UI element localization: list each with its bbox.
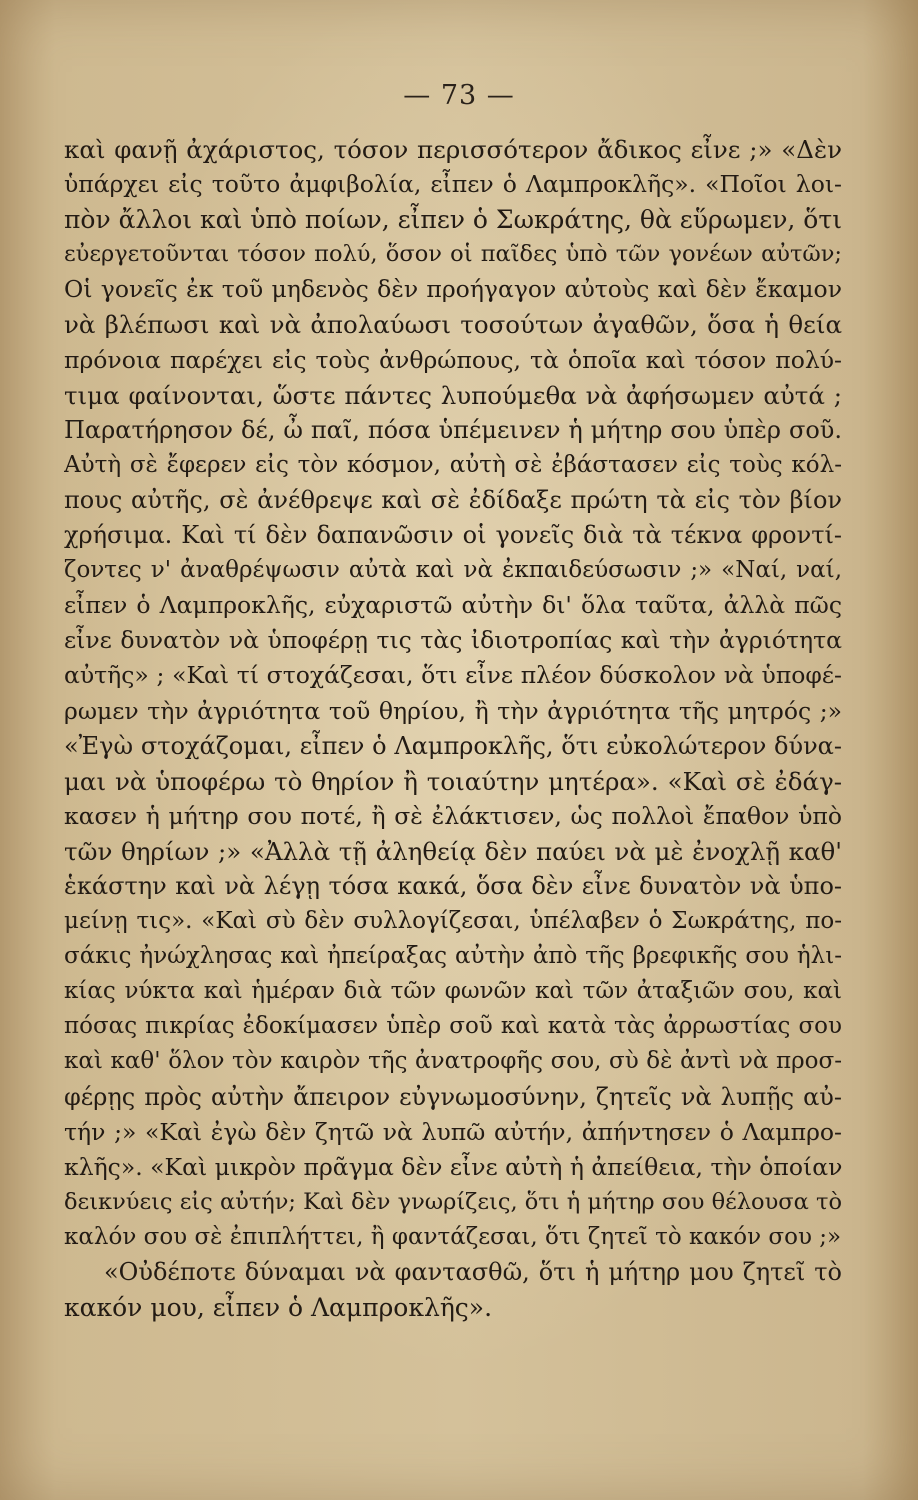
text-line: τήν ;» «Καὶ ἐγὼ δὲν ζητῶ νὰ λυπῶ αὐτήν, ἀπήντησεν ὁ Λαμπρο- [64, 1117, 842, 1146]
text-line: δεικνύεις εἰς αὐτήν; Καὶ δὲν γνωρίζεις, ὅτι ἡ μήτηρ σου θέλουσα τὸ [64, 1188, 842, 1215]
text-line: χρήσιμα. Καὶ τί δὲν δαπανῶσιν οἱ γονεῖς διὰ τὰ τέκνα φροντί- [64, 521, 842, 550]
text-line: ζοντες ν' ἀναθρέψωσιν αὐτὰ καὶ νὰ ἐκπαιδεύσωσιν ;» «Ναί, ναί, [64, 557, 842, 584]
text-line: «Ἐγὼ στοχάζομαι, εἶπεν ὁ Λαμπροκλῆς, ὅτι εὐκολώτερον δύνα- [64, 731, 842, 760]
text-line: «Οὐδέποτε δύναμαι νὰ φαντασθῶ, ὅτι ἡ μήτηρ μου ζητεῖ τὸ [104, 1258, 842, 1286]
text-line: κασεν ἡ μήτηρ σου ποτέ, ἢ σὲ ἐλάκτισεν, ὡς πολλοὶ ἔπαθον ὑπὸ [64, 801, 842, 830]
text-line: αὐτῆς» ; «Καὶ τί στοχάζεσαι, ὅτι εἶνε πλέον δύσκολον νὰ ὑποφέ- [64, 661, 842, 690]
text-line: πρόνοια παρέχει εἰς τοὺς ἀνθρώπους, τὰ ὁποῖα καὶ τόσον πολύ- [64, 345, 842, 374]
text-line: πους αὐτῆς, σὲ ἀνέθρεψε καὶ σὲ ἐδίδαξε πρώτη τὰ εἰς τὸν βίον [64, 485, 842, 514]
text-line: φέρῃς πρὸς αὐτὴν ἄπειρον εὐγνωμοσύνην, ζητεῖς νὰ λυπῇς αὐ- [64, 1082, 842, 1111]
text-line: νὰ βλέπωσι καὶ νὰ ἀπολαύωσι τοσούτων ἀγαθῶν, ὅσα ἡ θεία [64, 310, 842, 340]
text-line: τιμα φαίνονται, ὥστε πάντες λυπούμεθα νὰ ἀφήσωμεν αὐτά ; [64, 380, 842, 410]
text-line: κακόν μου, εἶπεν ὁ Λαμπροκλῆς». [64, 1293, 493, 1323]
text-line: καὶ φανῇ ἀχάριστος, τόσον περισσότερον ἄδικος εἶνε ;» «Δὲν [64, 135, 842, 164]
text-line: ρωμεν τὴν ἀγριότητα τοῦ θηρίου, ἢ τὴν ἀγριότητα τῆς μητρός ;» [64, 696, 842, 725]
text-line: πόσας πικρίας ἐδοκίμασεν ὑπὲρ σοῦ καὶ κατὰ τὰς ἀρρωστίας σου [64, 1013, 842, 1040]
text-line: Παρατήρησον δέ, ὦ παῖ, πόσα ὑπέμεινεν ἡ μήτηρ σου ὑπὲρ σοῦ. [64, 415, 842, 444]
text-line: εἶπεν ὁ Λαμπροκλῆς, εὐχαριστῶ αὐτὴν δι' ὅλα ταῦτα, ἀλλὰ πῶς [64, 591, 842, 620]
text-line: ὑπάρχει εἰς τοῦτο ἀμφιβολία, εἶπεν ὁ Λαμπροκλῆς». «Ποῖοι λοι- [64, 170, 842, 199]
text-line: Αὐτὴ σὲ ἔφερεν εἰς τὸν κόσμον, αὐτὴ σὲ ἐβάστασεν εἰς τοὺς κόλ- [64, 451, 842, 478]
text-line: κλῆς». «Καὶ μικρὸν πρᾶγμα δὲν εἶνε αὐτὴ ἡ ἀπείθεια, τὴν ὁποίαν [64, 1152, 842, 1181]
text-line: τῶν θηρίων ;» «Ἀλλὰ τῇ ἀληθείᾳ δὲν παύει νὰ μὲ ἐνοχλῇ καθ' [64, 836, 842, 866]
text-line: μαι νὰ ὑποφέρω τὸ θηρίον ἢ τοιαύτην μητέρα». «Καὶ σὲ ἐδάγ- [64, 766, 842, 796]
text-line: καλόν σου σὲ ἐπιπλήττει, ἢ φαντάζεσαι, ὅτι ζητεῖ τὸ κακόν σου ;» [64, 1223, 842, 1250]
page-number: — 73 — [403, 80, 515, 111]
text-line: κίας νύκτα καὶ ἡμέραν διὰ τῶν φωνῶν καὶ τῶν ἀταξιῶν σου, καὶ [64, 978, 842, 1005]
text-line: καὶ καθ' ὅλον τὸν καιρὸν τῆς ἀνατροφῆς σου, σὺ δὲ ἀντὶ νὰ προσ- [64, 1048, 842, 1075]
body-text [64, 132, 842, 1325]
text-line: εἶνε δυνατὸν νὰ ὑποφέρῃ τις τὰς ἰδιοτροπίας καὶ τὴν ἀγριότητα [64, 626, 842, 655]
text-line: ἑκάστην καὶ νὰ λέγῃ τόσα κακά, ὅσα δὲν εἶνε δυνατὸν νὰ ὑπο- [64, 871, 842, 900]
text-line: Οἱ γονεῖς ἐκ τοῦ μηδενὸς δὲν προήγαγον αὐτοὺς καὶ δὲν ἔκαμον [64, 275, 842, 304]
text-line: σάκις ἠνώχλησας καὶ ἠπείραξας αὐτὴν ἀπὸ τῆς βρεφικῆς σου ἡλι- [64, 943, 842, 970]
text-line: εὐεργετοῦνται τόσον πολύ, ὅσον οἱ παῖδες ὑπὸ τῶν γονέων αὐτῶν; [64, 241, 842, 268]
text-line: μείνῃ τις». «Καὶ σὺ δὲν συλλογίζεσαι, ὑπέλαβεν ὁ Σωκράτης, πο- [64, 908, 842, 935]
text-line: πὸν ἄλλοι καὶ ὑπὸ ποίων, εἶπεν ὁ Σωκράτης, θὰ εὕρωμεν, ὅτι [64, 205, 842, 235]
